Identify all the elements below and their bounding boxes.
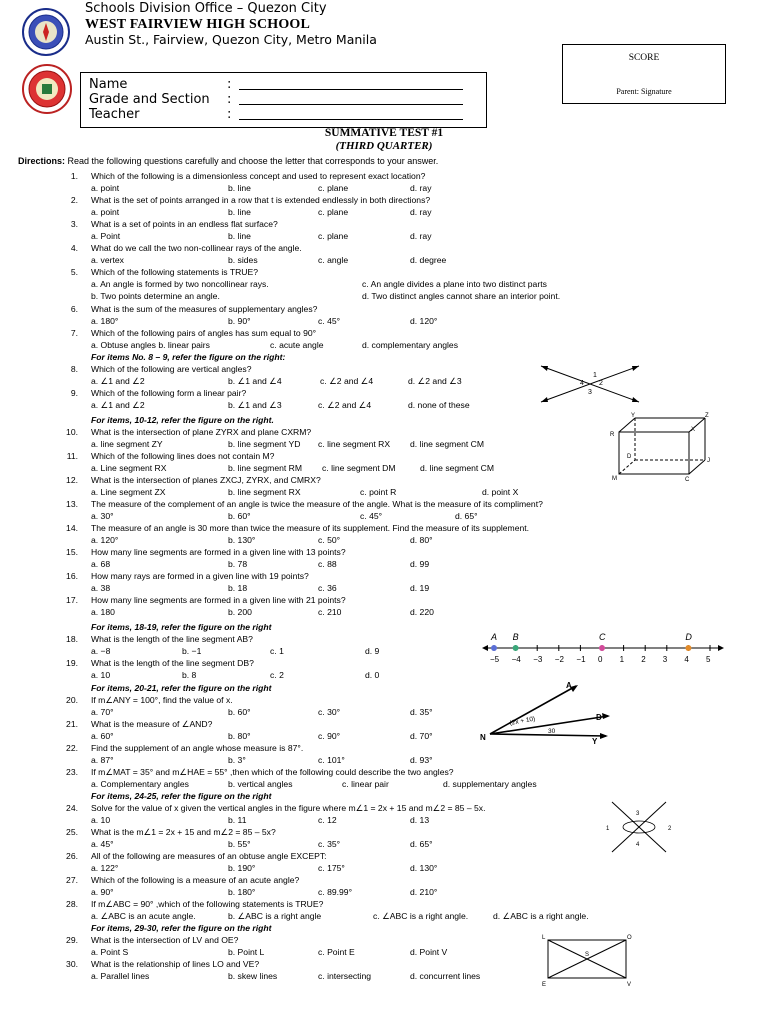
question-number: 9. <box>70 388 78 398</box>
choice-c[interactable]: c. plane <box>318 207 349 217</box>
question-text: How many rays are formed in a given line with 19 points? <box>91 571 309 581</box>
choice-a[interactable]: a. 10 <box>91 670 111 680</box>
question-number: 28. <box>66 899 78 909</box>
choice-d[interactable]: d. supplementary angles <box>443 779 537 789</box>
choice-b[interactable]: b. 90° <box>228 316 251 326</box>
test-subtitle: (THIRD QUARTER) <box>335 140 433 152</box>
choice-c[interactable]: c. plane <box>318 183 349 193</box>
choice-a[interactable]: a. 10 <box>91 815 111 825</box>
fig6-label-S: S <box>585 952 590 958</box>
question-number: 3. <box>70 219 78 229</box>
question-text: What is the sum of the measures of supplementary angles? <box>91 304 318 314</box>
fig6-label-V: V <box>627 982 632 988</box>
choice-d[interactable]: d. ray <box>410 207 432 217</box>
note-items-20-21: For items, 20-21, refer the figure on the right <box>91 683 272 693</box>
question-number: 1. <box>70 171 78 181</box>
choice-d[interactable]: d. degree <box>410 255 447 265</box>
choice-c[interactable]: c. 101° <box>318 755 345 765</box>
question-text: Which of the following statements is TRUE? <box>91 267 259 277</box>
question-text: Which of the following pairs of angles has sum equal to 90° <box>91 328 317 338</box>
choice-a[interactable]: a. 87° <box>91 755 114 765</box>
choice-a[interactable]: a. ∠ABC is an acute angle. <box>91 911 196 921</box>
figure-number-line <box>480 630 728 666</box>
fig1-label-3: 3 <box>588 389 592 396</box>
fig1-label-2: 2 <box>599 380 603 387</box>
choice-a[interactable]: a. −8 <box>91 646 111 656</box>
choice-b[interactable]: b. line segment RX <box>228 487 301 497</box>
fig5-label-4: 4 <box>636 842 640 848</box>
choice-b[interactable]: b. line <box>228 207 251 217</box>
number-line-point <box>685 645 691 651</box>
choice-c[interactable]: c. line segment DM <box>322 463 396 473</box>
question-number: 26. <box>66 851 78 861</box>
choice-d[interactable]: d. 19 <box>410 583 430 593</box>
fig6-label-L: L <box>542 935 546 941</box>
fig2-label-J: J <box>707 458 710 464</box>
choice-c[interactable]: c. line segment RX <box>318 439 391 449</box>
choice-d[interactable]: d. 13 <box>410 815 430 825</box>
fig2-label-M: M <box>612 476 617 482</box>
choice-b[interactable]: b. 78 <box>228 559 248 569</box>
choice-c[interactable]: c. An angle divides a plane into two distinct parts <box>362 279 547 289</box>
choice-d[interactable]: d. complementary angles <box>362 340 459 350</box>
choice-b[interactable]: b. skew lines <box>228 971 278 981</box>
number-line-tick-label: 1 <box>619 655 625 664</box>
grade-colon: : <box>227 92 232 107</box>
name-field-line[interactable] <box>239 89 463 90</box>
choice-d[interactable]: d. 35° <box>410 707 433 717</box>
choice-c[interactable]: c. 89.99° <box>318 887 353 897</box>
choice-a[interactable]: a. 60° <box>91 731 114 741</box>
choice-d[interactable]: d. 99 <box>410 559 430 569</box>
choice-a[interactable]: a. point <box>91 207 120 217</box>
note-items-24-25: For items, 24-25, refer the figure on the right <box>91 791 272 801</box>
question-number: 10. <box>66 427 78 437</box>
choice-b[interactable]: b. Two points determine an angle. <box>91 291 220 301</box>
fig6-label-E: E <box>542 982 547 988</box>
school-address: Austin St., Fairview, Quezon City, Metro Manila <box>85 32 377 47</box>
test-title: SUMMATIVE TEST #1 <box>324 127 444 139</box>
question-text: Which of the following are vertical angles? <box>91 364 252 374</box>
question-text: What do we call the two non-collinear rays of the angle. <box>91 243 302 253</box>
fig2-label-Y: Y <box>631 413 636 419</box>
question-text: What is the measure of ∠AND? <box>91 719 213 729</box>
note-items-8-9: For items No. 8 – 9, refer the figure on the right: <box>91 352 286 362</box>
choice-b[interactable]: b. 3° <box>228 755 246 765</box>
question-text: What is the intersection of planes ZXCJ, ZYRX, and CMRX? <box>91 475 321 485</box>
directions-text: Read the following questions carefully and choose the letter that corresponds to your answer. <box>65 156 439 166</box>
question-number: 27. <box>66 875 78 885</box>
choice-c[interactable]: c. ∠2 and ∠4 <box>320 376 374 386</box>
figure-intersecting-lines <box>535 360 645 410</box>
choice-b[interactable]: b. line segment YD <box>228 439 301 449</box>
choice-c[interactable]: c. intersecting <box>318 971 372 981</box>
fig4-label-Y: Y <box>592 737 598 746</box>
fig2-label-D: D <box>627 454 632 460</box>
choice-b[interactable]: b. 55° <box>228 839 251 849</box>
school-name: WEST FAIRVIEW HIGH SCHOOL <box>85 17 311 32</box>
choice-c[interactable]: c. 50° <box>318 535 341 545</box>
choice-b[interactable]: b. 60° <box>228 511 251 521</box>
question-text: What is the set of points arranged in a row that t is extended endlessly in both directions? <box>91 195 431 205</box>
choice-a[interactable]: a. 180 <box>91 607 115 617</box>
choice-c[interactable]: c. 210 <box>318 607 342 617</box>
choice-b[interactable]: b. sides <box>228 255 258 265</box>
question-text: What is a set of points in an endless flat surface? <box>91 219 278 229</box>
question-text: Which of the following is a measure of an acute angle? <box>91 875 300 885</box>
number-line-point-label: C <box>599 632 606 642</box>
number-line-tick-label: 5 <box>706 655 711 664</box>
parent-signature-label: Parent: Signature <box>616 87 672 96</box>
choice-a[interactable]: a. ∠1 and ∠2 <box>91 376 145 386</box>
teacher-colon: : <box>227 107 232 122</box>
choice-b[interactable]: b. vertical angles <box>228 779 293 789</box>
fig1-label-1: 1 <box>593 372 597 379</box>
figure-rectangle-diagonals <box>538 930 638 988</box>
number-line-tick-label: −2 <box>554 655 564 664</box>
number-line-tick-label: 3 <box>662 655 668 664</box>
question-number: 29. <box>66 935 78 945</box>
number-line-tick-label: −1 <box>576 655 586 664</box>
question-text: What is the intersection of LV and OE? <box>91 935 239 945</box>
question-number: 13. <box>66 499 78 509</box>
choice-d[interactable]: d. point X <box>482 487 519 497</box>
question-number: 18. <box>66 634 78 644</box>
choice-c[interactable]: c. 45° <box>360 511 383 521</box>
question-text: How many line segments are formed in a given line with 13 points? <box>91 547 346 557</box>
fig4-label-D: D <box>596 713 602 722</box>
fig4-label-A: A <box>566 681 572 690</box>
fig5-label-2: 2 <box>668 826 672 832</box>
choice-a[interactable]: a. 120° <box>91 535 119 545</box>
question-text: If m∠ANY = 100°, find the value of x. <box>91 695 233 705</box>
number-line-point-label: B <box>512 632 519 642</box>
choice-b[interactable]: b. line <box>228 183 251 193</box>
choice-b[interactable]: b. line <box>228 231 251 241</box>
fig2-label-Z: Z <box>705 413 709 419</box>
choice-c[interactable]: c. 45° <box>318 316 341 326</box>
number-line-tick-label: −5 <box>490 655 500 664</box>
choice-c[interactable]: c. 36 <box>318 583 337 593</box>
figure-vertical-angles <box>600 796 680 856</box>
choice-a[interactable]: a. ∠1 and ∠2 <box>91 400 145 410</box>
question-text: Which of the following lines does not contain M? <box>91 451 275 461</box>
question-number: 7. <box>70 328 78 338</box>
choice-d[interactable]: d. 9 <box>365 646 380 656</box>
question-number: 2. <box>70 195 78 205</box>
question-text: What is the relationship of lines LO and VE? <box>91 959 260 969</box>
choice-b[interactable]: b. 8 <box>182 670 197 680</box>
note-items-29-30: For items, 29-30, refer the figure on the right <box>91 923 272 933</box>
choice-a[interactable]: a. 180° <box>91 316 119 326</box>
fig6-label-O: O <box>627 935 632 941</box>
question-number: 20. <box>66 695 78 705</box>
question-number: 23. <box>66 767 78 777</box>
choice-a[interactable]: a. Complementary angles <box>91 779 189 789</box>
choice-d[interactable]: d. 210° <box>410 887 438 897</box>
choice-d[interactable]: d. line segment CM <box>410 439 485 449</box>
question-number: 21. <box>66 719 78 729</box>
choice-c[interactable]: c. linear pair <box>342 779 389 789</box>
choice-b[interactable]: b. 200 <box>228 607 252 617</box>
figure-angle-rays <box>478 680 628 746</box>
choice-d[interactable]: d. ray <box>410 231 432 241</box>
question-text: All of the following are measures of an obtuse angle EXCEPT: <box>91 851 327 861</box>
fig1-label-4: 4 <box>580 380 584 387</box>
number-line-point-label: A <box>491 632 498 642</box>
choice-a[interactable]: a. point <box>91 183 120 193</box>
division-office-text: Schools Division Office – Quezon City <box>85 1 327 16</box>
question-text: What is the intersection of plane ZYRX and plane CXRM? <box>91 427 312 437</box>
question-number: 17. <box>66 595 78 605</box>
choice-d[interactable]: d. ∠ABC is a right angle. <box>493 911 589 921</box>
choice-b[interactable]: b. 130° <box>228 535 256 545</box>
choice-c[interactable]: c. plane <box>318 231 349 241</box>
choice-b[interactable]: b. 80° <box>228 731 251 741</box>
choice-a[interactable]: a. 30° <box>91 511 114 521</box>
choice-c[interactable]: c. 88 <box>318 559 337 569</box>
choice-c[interactable]: c. point R <box>360 487 397 497</box>
choice-d[interactable]: d. 65° <box>410 839 433 849</box>
name-label: Name <box>89 77 128 92</box>
choice-d[interactable]: d. 130° <box>410 863 438 873</box>
number-line-point <box>599 645 605 651</box>
question-number: 8. <box>70 364 78 374</box>
choice-d[interactable]: d. concurrent lines <box>410 971 481 981</box>
question-text: How many line segments are formed in a given line with 21 points? <box>91 595 346 605</box>
number-line-tick-label: −4 <box>511 655 521 664</box>
choice-a[interactable]: a. vertex <box>91 255 124 265</box>
question-number: 19. <box>66 658 78 668</box>
choice-c[interactable]: c. ∠ABC is a right angle. <box>373 911 469 921</box>
choice-c[interactable]: c. 175° <box>318 863 345 873</box>
choice-c[interactable]: c. ∠2 and ∠4 <box>318 400 372 410</box>
question-text: What is the m∠1 = 2x + 15 and m∠2 = 85 – 5x? <box>91 827 276 837</box>
deped-seal-logo <box>22 8 70 56</box>
question-text: The measure of an angle is 30 more than twice the measure of its supplement. Find the measure of its supplement. <box>91 523 530 533</box>
choice-b[interactable]: b. 190° <box>228 863 256 873</box>
fig2-label-X: X <box>691 427 696 433</box>
question-text: Which of the following form a linear pair? <box>91 388 247 398</box>
number-line-point <box>491 645 497 651</box>
choice-b[interactable]: b. Point L <box>228 947 265 957</box>
question-text: What is the length of the line segment DB? <box>91 658 254 668</box>
choice-a[interactable]: a. 122° <box>91 863 119 873</box>
grade-section-label: Grade and Section <box>89 92 210 107</box>
choice-b[interactable]: b. ∠ABC is a right angle <box>228 911 322 921</box>
choice-a[interactable]: a. 90° <box>91 887 114 897</box>
choice-d[interactable]: d. 80° <box>410 535 433 545</box>
question-number: 15. <box>66 547 78 557</box>
question-number: 6. <box>70 304 78 314</box>
choice-c[interactable]: c. 35° <box>318 839 341 849</box>
choice-a[interactable]: a. Obtuse angles b. linear pairs <box>91 340 210 350</box>
question-number: 22. <box>66 743 78 753</box>
question-text: What is the length of the line segment AB? <box>91 634 253 644</box>
number-line-tick-label: 0 <box>598 655 603 664</box>
choice-a[interactable]: a. 70° <box>91 707 114 717</box>
choice-d[interactable]: d. line segment CM <box>420 463 495 473</box>
choice-b[interactable]: b. line segment RM <box>228 463 303 473</box>
score-box <box>562 44 726 104</box>
fig2-label-C: C <box>685 477 690 482</box>
question-text: Find the supplement of an angle whose measure is 87°. <box>91 743 304 753</box>
choice-d[interactable]: d. Two distinct angles cannot share an interior point. <box>362 291 561 301</box>
question-text: If m∠MAT = 35° and m∠HAE = 55° ,then which of the following could describe the two angles? <box>91 767 454 777</box>
teacher-label: Teacher <box>89 107 140 122</box>
choice-c[interactable]: c. 30° <box>318 707 341 717</box>
choice-a[interactable]: a. Point <box>91 231 121 241</box>
fig4-label-N: N <box>480 733 486 742</box>
choice-d[interactable]: d. ray <box>410 183 432 193</box>
question-number: 4. <box>70 243 78 253</box>
choice-d[interactable]: d. 70° <box>410 731 433 741</box>
choice-a[interactable]: a. Point S <box>91 947 129 957</box>
choice-d[interactable]: d. 93° <box>410 755 433 765</box>
choice-b[interactable]: b. 180° <box>228 887 256 897</box>
choice-c[interactable]: c. 90° <box>318 731 341 741</box>
choice-d[interactable]: d. 120° <box>410 316 438 326</box>
grade-section-field-line[interactable] <box>239 104 463 105</box>
choice-d[interactable]: d. ∠2 and ∠3 <box>408 376 462 386</box>
number-line-tick-label: 4 <box>684 655 689 664</box>
score-label: SCORE <box>628 53 660 63</box>
question-text: Which of the following is a dimensionless concept and used to represent exact location? <box>91 171 426 181</box>
choice-a[interactable]: a. Line segment ZX <box>91 487 166 497</box>
question-text: If m∠ABC = 90° ,which of the following statements is TRUE? <box>91 899 324 909</box>
choice-c[interactable]: c. 2 <box>270 670 284 680</box>
choice-d[interactable]: d. 65° <box>455 511 478 521</box>
note-items-18-19: For items, 18-19, refer the figure on the right <box>91 622 272 632</box>
question-number: 12. <box>66 475 78 485</box>
teacher-field-line[interactable] <box>239 119 463 120</box>
choice-a[interactable]: a. Line segment RX <box>91 463 167 473</box>
fig4-label-2x10: (2x + 10) <box>509 715 536 727</box>
question-text: The measure of the complement of an angle is twice the measure of the angle. What is the measure of its compliment? <box>91 499 543 509</box>
note-items-10-12: For items, 10-12, refer the figure on the right. <box>91 415 274 425</box>
choice-d[interactable]: d. none of these <box>408 400 470 410</box>
question-number: 25. <box>66 827 78 837</box>
choice-c[interactable]: c. Point E <box>318 947 355 957</box>
question-number: 11. <box>66 451 78 461</box>
fig2-label-R: R <box>610 432 615 438</box>
choice-b[interactable]: b. 11 <box>228 815 247 825</box>
number-line-tick-label: −3 <box>533 655 543 664</box>
directions-label: Directions: <box>18 156 66 166</box>
choice-c[interactable]: c. angle <box>318 255 349 265</box>
choice-b[interactable]: b. ∠1 and ∠4 <box>228 376 282 386</box>
choice-a[interactable]: a. An angle is formed by two noncollinear rays. <box>91 279 269 289</box>
student-info-box <box>80 72 487 128</box>
question-text: Solve for the value of x given the vertical angles in the figure where m∠1 = 2x + 15 and m∠2 = 85 – 5x. <box>91 803 486 813</box>
choice-a[interactable]: a. 38 <box>91 583 111 593</box>
choice-c[interactable]: c. 12 <box>318 815 337 825</box>
question-number: 16. <box>66 571 78 581</box>
choice-a[interactable]: a. line segment ZY <box>91 439 163 449</box>
choice-a[interactable]: a. 68 <box>91 559 111 569</box>
fig5-label-3: 3 <box>636 811 640 817</box>
number-line-point-label: D <box>685 632 692 642</box>
choice-b[interactable]: b. ∠1 and ∠3 <box>228 400 282 410</box>
fig5-label-1: 1 <box>606 826 610 832</box>
choice-a[interactable]: a. Parallel lines <box>91 971 150 981</box>
question-number: 14. <box>66 523 78 533</box>
school-seal-logo <box>22 64 72 114</box>
choice-c[interactable]: c. acute angle <box>270 340 324 350</box>
fig4-label-30: 30 <box>548 728 556 735</box>
figure-rectangular-prism <box>605 410 720 482</box>
choice-c[interactable]: c. 1 <box>270 646 284 656</box>
choice-b[interactable]: b. −1 <box>182 646 202 656</box>
number-line-tick-label: 2 <box>641 655 646 664</box>
choice-d[interactable]: d. Point V <box>410 947 448 957</box>
question-number: 24. <box>66 803 78 813</box>
name-colon: : <box>227 77 232 92</box>
choice-d[interactable]: d. 0 <box>365 670 380 680</box>
directions <box>18 156 438 166</box>
number-line-point <box>513 645 519 651</box>
choice-b[interactable]: b. 18 <box>228 583 248 593</box>
question-number: 5. <box>70 267 78 277</box>
choice-b[interactable]: b. 60° <box>228 707 251 717</box>
choice-a[interactable]: a. 45° <box>91 839 114 849</box>
question-number: 30. <box>66 959 78 969</box>
choice-d[interactable]: d. 220 <box>410 607 434 617</box>
